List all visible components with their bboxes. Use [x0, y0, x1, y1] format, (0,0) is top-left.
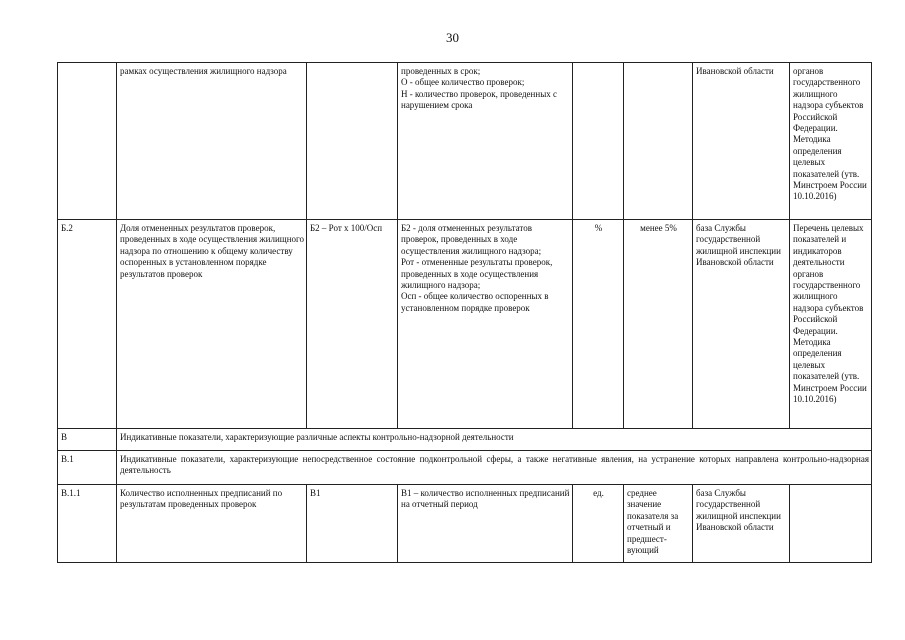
table-row: [58, 485, 872, 563]
indicator-target-cell: менее 5%: [624, 220, 693, 429]
indicator-code-cell: [58, 63, 117, 220]
indicator-name-cell: Количество исполненных предписаний по результатам проведенных проверок: [117, 485, 307, 563]
indicator-formula-cell: Б2 – Рот х 100/Осп: [307, 220, 398, 429]
page-number: 30: [446, 30, 459, 45]
indicator-variables-cell: [398, 485, 573, 563]
section-title-cell: Индикативные показатели, характеризующие непосредственное состояние подконтрольной сферы, а также негативные явления, на устранение которых направлена контрольно-надзорная деятельность: [117, 451, 872, 485]
indicator-unit-cell: [573, 63, 624, 220]
table-row: [58, 451, 872, 485]
variable-line: проведенных в срок;: [401, 66, 481, 76]
indicator-code-cell: В.1.1: [58, 485, 117, 563]
table-row: [58, 63, 872, 220]
indicators-table: [57, 62, 872, 563]
table-row: [58, 429, 872, 451]
variable-line: Н - количество проверок, проведенных с нарушением срока: [401, 88, 557, 111]
indicator-variables-cell: [398, 63, 573, 220]
section-code-cell: В.1: [58, 451, 117, 485]
variable-line: Осп - общее количество оспоренных в установленном порядке проверок: [401, 291, 549, 313]
indicator-source-cell: база Службы государственной жилищной инспекции Ивановской области: [693, 220, 790, 429]
indicator-name-cell: Доля отмененных результатов проверок, проведенных в ходе осуществления жилищного надзора по отношению к общему количеству оспоренных в установленном порядке результатов проверок: [117, 220, 307, 429]
indicator-unit-cell: ед.: [573, 485, 624, 563]
variable-line: О - общее количество проверок;: [401, 77, 525, 88]
indicator-variables-cell: [398, 220, 573, 429]
indicator-basis-cell: [790, 485, 872, 563]
indicator-source-cell: Ивановской области: [693, 63, 790, 220]
table-row: [58, 220, 872, 429]
indicator-name-cell: рамках осуществления жилищного надзора: [117, 63, 307, 220]
indicator-basis-cell: органов государственного жилищного надзора субъектов Российской Федерации. Методика определения целевых показателей (утв. Минстроем России 10.10.2016): [790, 63, 872, 220]
variable-line: Рот - отмененные результаты проверок, проведенных в ходе осуществления жилищного надзора;: [401, 257, 553, 291]
indicator-formula-cell: В1: [307, 485, 398, 563]
indicator-basis-cell: Перечень целевых показателей и индикаторов деятельности органов государственного жилищного надзора субъектов Российской Федерации. Методика определения целевых показателей (утв. Минстроем России 10.10.2016): [790, 220, 872, 429]
section-title-cell: Индикативные показатели, характеризующие различные аспекты контрольно-надзорной деятельности: [117, 429, 872, 451]
indicator-unit-cell: %: [573, 220, 624, 429]
indicator-code-cell: Б.2: [58, 220, 117, 429]
indicator-source-cell: база Службы государственной жилищной инспекции Ивановской области: [693, 485, 790, 563]
variable-line: В1 – количество исполненных предписаний на отчетный период: [401, 488, 570, 510]
section-code-cell: В: [58, 429, 117, 451]
indicator-target-cell: среднее значение показателя за отчетный и предшест-вующий: [624, 485, 693, 563]
variable-line: Б2 - доля отмененных результатов проверок, проведенных в ходе осуществления жилищного надзора;: [401, 223, 542, 256]
indicator-formula-cell: [307, 63, 398, 220]
indicator-target-cell: [624, 63, 693, 220]
